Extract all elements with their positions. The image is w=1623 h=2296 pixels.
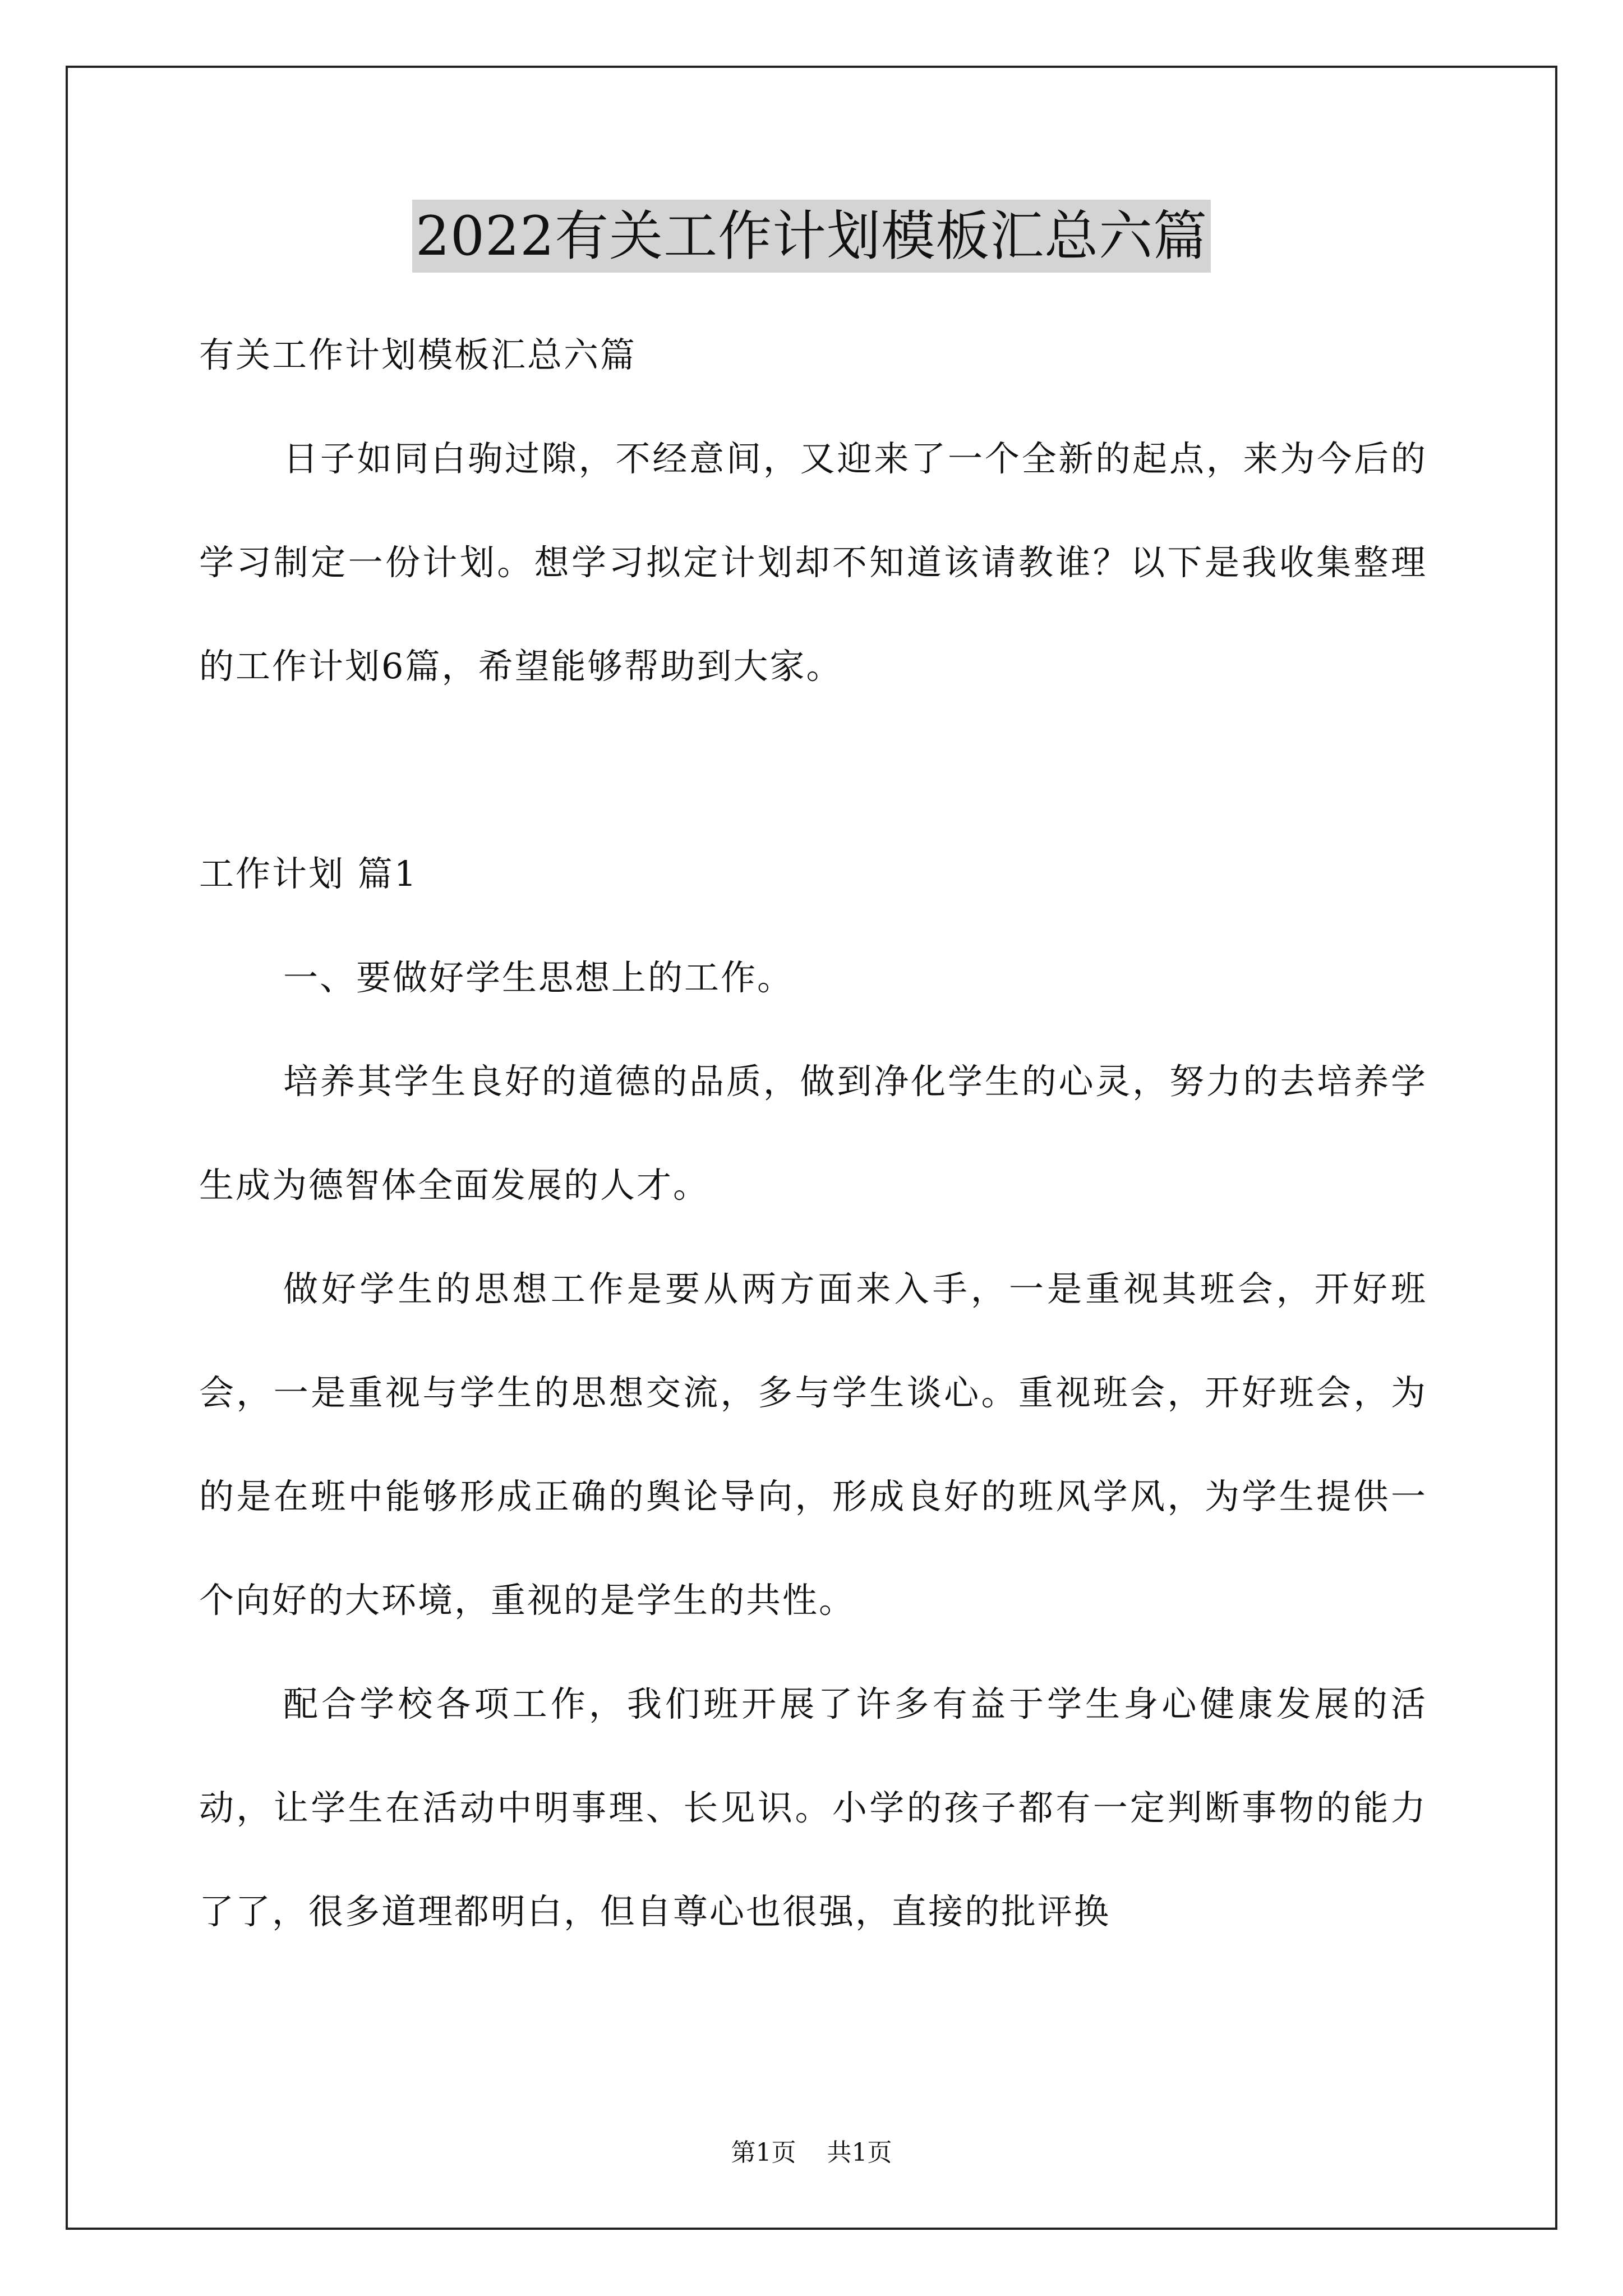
body-paragraph: 做好学生的思想工作是要从两方面来入手，一是重视其班会，开好班会，一是重视与学生的思想交流，多与学生谈心。重视班会，开好班会，为的是在班中能够形成正确的舆论导向，形成良好的班风学风，为学生提供一个向好的大环境，重视的是学生的共性。 — [199, 1268, 1427, 1621]
body-paragraph: 培养其学生良好的道德的品质，做到净化学生的心灵，努力的去培养学生成为德智体全面发展的人才。 — [199, 1061, 1427, 1205]
spacer — [199, 718, 1427, 822]
page-footer — [0, 2136, 1623, 2170]
subtitle-paragraph: 有关工作计划模板汇总六篇 — [199, 334, 637, 375]
body-paragraph: 配合学校各项工作，我们班开展了许多有益于学生身心健康发展的活动，让学生在活动中明事理、长见识。小学的孩子都有一定判断事物的能力了了，很多道理都明白，但自尊心也很强，直接的批评换 — [199, 1683, 1427, 1932]
page-number-current: 第1页 — [731, 2138, 796, 2167]
document-body — [199, 303, 1427, 1963]
body-paragraph: 一、要做好学生思想上的工作。 — [283, 957, 794, 998]
section-heading: 工作计划 篇1 — [199, 853, 418, 894]
title-container — [0, 200, 1623, 273]
intro-paragraph: 日子如同白驹过隙，不经意间，又迎来了一个全新的起点，来为今后的学习制定一份计划。想学习拟定计划却不知道该请教谁？以下是我收集整理的工作计划6篇，希望能够帮助到大家。 — [199, 438, 1427, 687]
page-number-total: 共1页 — [827, 2138, 892, 2167]
document-title: 2022有关工作计划模板汇总六篇 — [412, 200, 1211, 273]
